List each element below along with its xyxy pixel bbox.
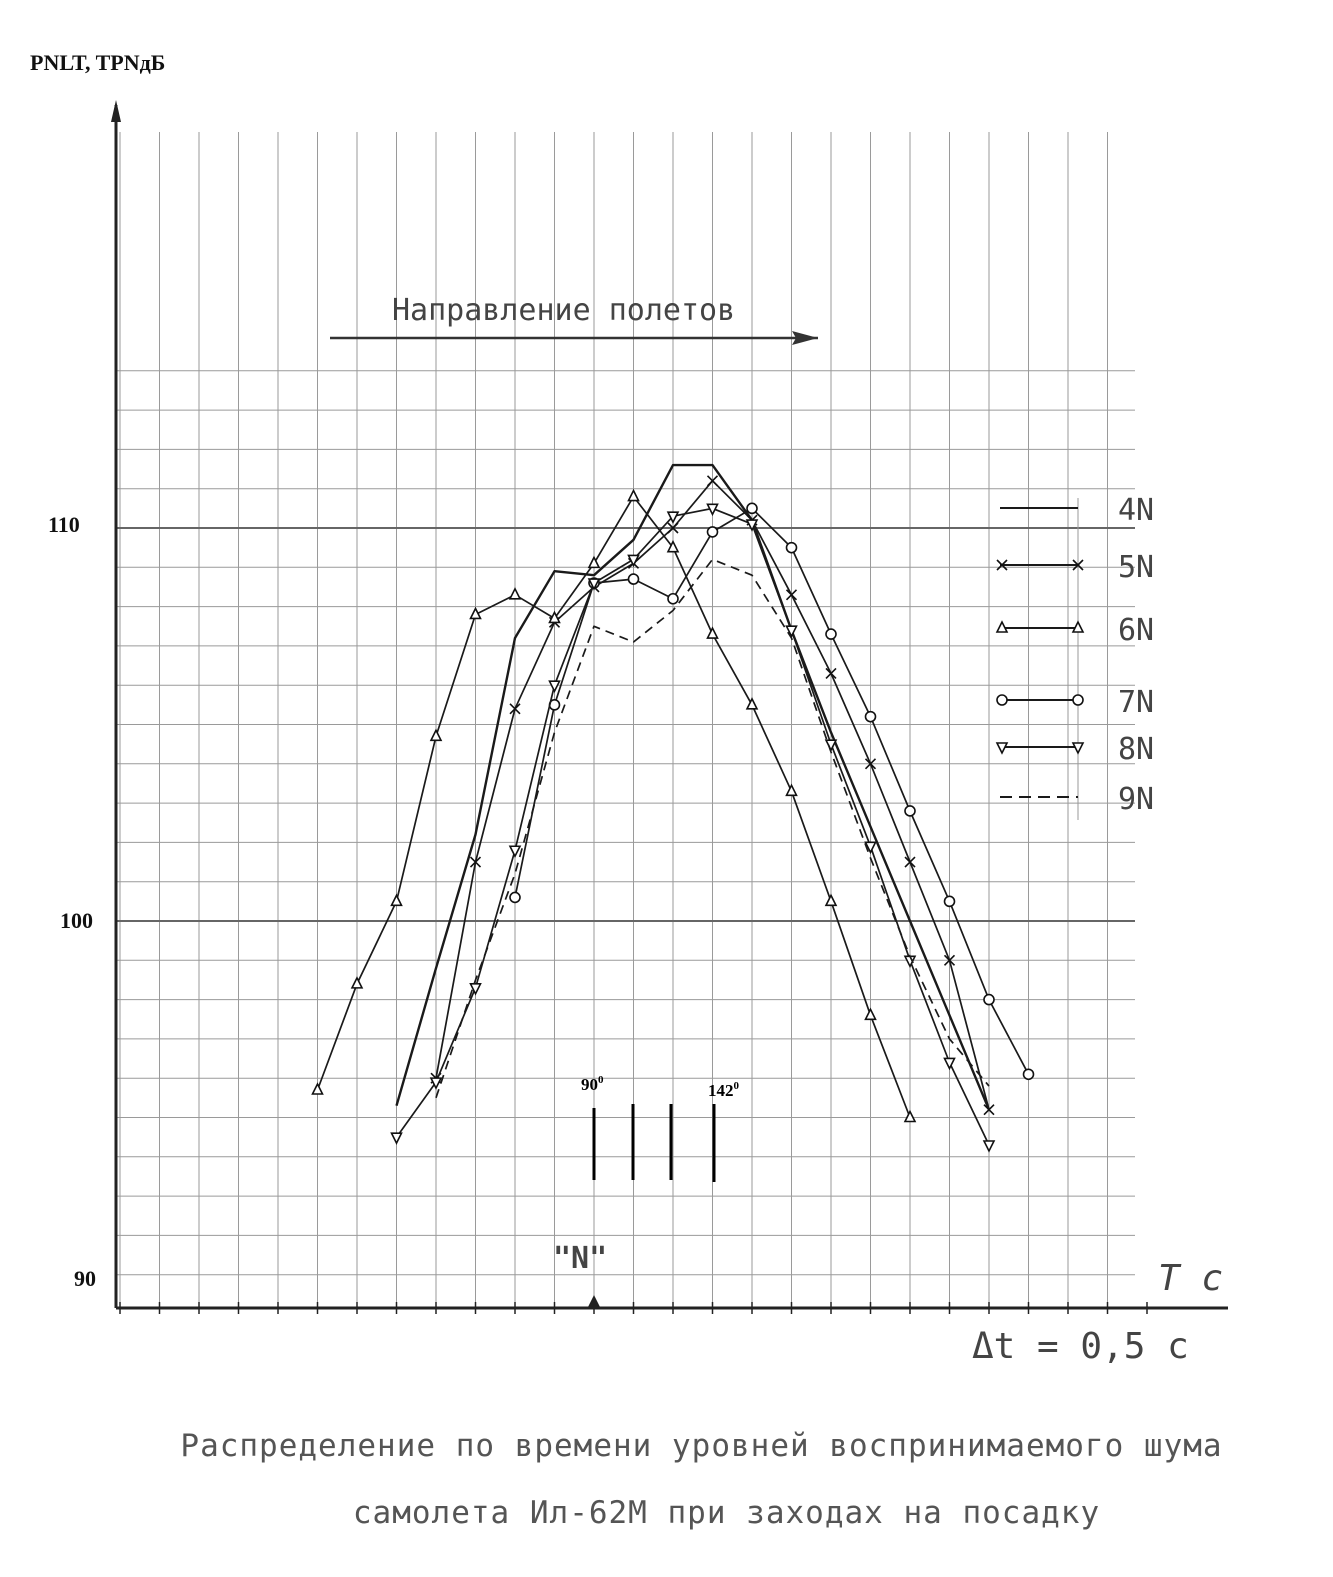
series-6N: [313, 491, 916, 1122]
data-point-circle-marker: [747, 503, 757, 513]
legend-label-5N: 5N: [1118, 550, 1155, 585]
overhead-marker-label: "N": [553, 1241, 608, 1276]
data-point-circle-marker: [1024, 1069, 1034, 1079]
time-step-note: Δt = 0,5 c: [972, 1326, 1189, 1367]
data-point-triangle-up-marker: [392, 895, 402, 905]
flight-direction-label: Направление полетов: [392, 293, 736, 328]
data-point-circle-marker: [866, 712, 876, 722]
data-point-circle-marker: [826, 629, 836, 639]
series-8N: [392, 504, 995, 1151]
overhead-marker-triangle: [588, 1295, 600, 1307]
data-point-circle-marker: [668, 594, 678, 604]
data-point-triangle-up-marker: [826, 895, 836, 905]
data-point-triangle-up-marker: [866, 1009, 876, 1019]
data-point-triangle-up-marker: [629, 491, 639, 501]
legend: [997, 493, 1154, 820]
legend-label-4N: 4N: [1118, 493, 1155, 528]
series-line-6N: [318, 497, 911, 1118]
data-point-circle-marker: [510, 892, 520, 902]
data-point-triangle-down-marker: [984, 1141, 994, 1151]
data-point-circle-marker: [905, 806, 915, 816]
data-point-triangle-down-marker: [510, 846, 520, 856]
data-point-triangle-up-marker: [787, 785, 797, 795]
angle-label-90: $90^0$: [581, 1074, 604, 1094]
y-tick-label-90: 90: [74, 1266, 96, 1291]
y-axis-title: PNLT, TPNдБ: [30, 50, 166, 75]
data-point-circle-marker: [1073, 695, 1083, 705]
series-line-7N: [515, 508, 1029, 1074]
data-point-triangle-up-marker: [708, 628, 718, 638]
legend-label-9N: 9N: [1118, 782, 1155, 817]
legend-label-7N: 7N: [1118, 685, 1155, 720]
y-axis-arrowhead: [111, 100, 121, 122]
legend-label-8N: 8N: [1118, 732, 1155, 767]
data-point-triangle-down-marker: [787, 626, 797, 636]
data-point-triangle-up-marker: [313, 1084, 323, 1094]
data-point-triangle-up-marker: [352, 978, 362, 988]
data-point-circle-marker: [945, 896, 955, 906]
data-point-circle-marker: [629, 574, 639, 584]
data-point-triangle-up-marker: [510, 589, 520, 599]
data-point-circle-marker: [787, 543, 797, 553]
data-point-triangle-down-marker: [550, 681, 560, 691]
data-point-triangle-down-marker: [392, 1133, 402, 1143]
data-point-triangle-down-marker: [945, 1058, 955, 1068]
legend-label-6N: 6N: [1118, 613, 1155, 648]
data-point-triangle-up-marker: [905, 1112, 915, 1122]
data-point-circle-marker: [997, 695, 1007, 705]
x-axis-title: T c: [1158, 1258, 1224, 1299]
flight-direction-annotation: [330, 293, 818, 345]
angle-markers: [581, 1074, 740, 1182]
y-tick-label-100: 100: [60, 908, 93, 933]
caption-line-2: самолета Ил-62М при заходах на посадку: [352, 1495, 1101, 1531]
caption-line-1: Распределение по времени уровней воспринимаемого шума: [180, 1428, 1223, 1464]
series-7N: [510, 503, 1034, 1079]
angle-label-142: $142^0$: [708, 1080, 739, 1100]
y-tick-label-110: 110: [48, 512, 80, 537]
data-point-circle-marker: [708, 527, 718, 537]
data-point-triangle-up-marker: [431, 730, 441, 740]
data-point-circle-marker: [984, 995, 994, 1005]
data-point-triangle-down-marker: [826, 740, 836, 750]
